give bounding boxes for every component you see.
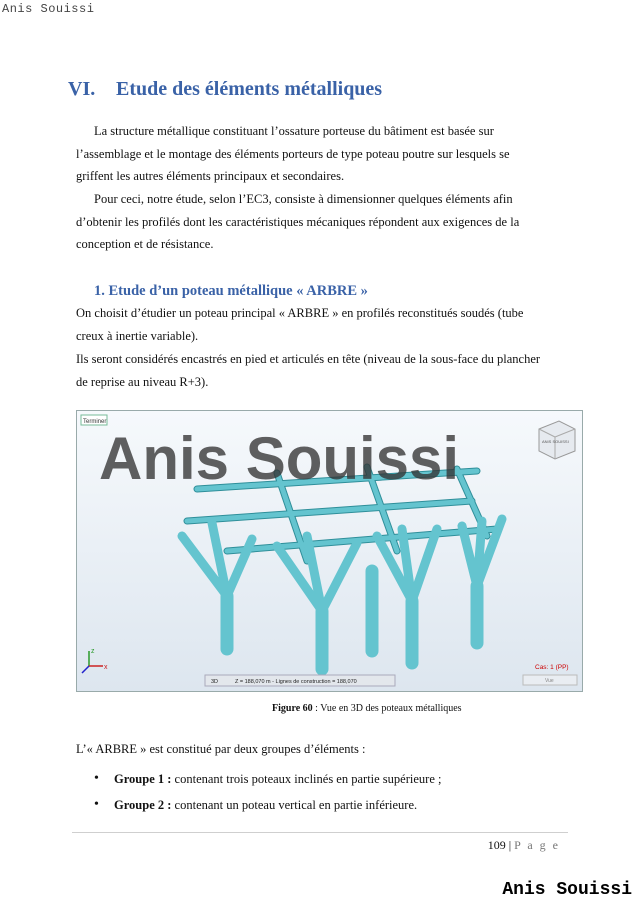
view-button-label[interactable]: Vue [545,678,554,684]
axis-z-label: z [91,648,95,655]
sub-paragraph-1: On choisit d’étudier un poteau principal « ARBRE » en profilés reconstitués soudés (tube creux à inertie variable). [76,306,524,343]
paragraph-1: La structure métallique constituant l’ossature porteuse du bâtiment est basée sur l’assemblage et le montage des éléments porteurs de type poteau poutre sur lesquels se griffent les autres éléments principaux et secondaires. [76,124,510,183]
list-item [94,766,441,792]
groups-list [94,766,441,818]
figure-caption [272,703,462,714]
page-number: 109 [487,838,506,852]
section-title: Etude des éléments métalliques [116,78,383,100]
watermark-top: Anis Souissi [2,2,95,16]
paragraph-2: Pour ceci, notre étude, selon l’EC3, consiste à dimensionner quelques éléments afin d’obtenir les profilés dont les caractéristiques mécaniques répondent aux exigences de la conception et de résistance. [76,192,520,251]
caption-text: Vue en 3D des poteaux métalliques [320,703,462,714]
caption-label: Figure 60 [272,703,313,714]
section-number: VI. [68,78,96,100]
bullet-text: contenant trois poteaux inclinés en partie supérieure ; [171,772,442,786]
list-item [94,792,441,818]
page-footer [488,838,560,853]
section-heading [68,78,382,101]
figure-watermark: Anis Souissi [99,425,460,492]
subsection-heading: 1. Etude d’un poteau métallique « ARBRE » [94,283,368,299]
watermark-bottom: Anis Souissi [502,880,632,900]
page-separator: | [505,838,515,852]
terminer-button-label[interactable]: Terminer [83,419,107,425]
bullet-label: Groupe 2 : [114,798,172,812]
view-cube-icon[interactable] [539,421,575,459]
page-word: P a g e [514,838,560,852]
status-mode: 3D [211,679,219,685]
caption-separator: : [312,703,321,714]
bullet-text: contenant un poteau vertical en partie inférieure. [171,798,418,812]
status-text: Z = 188,070 m - Lignes de construction = 188,070 [235,679,357,685]
axis-x-label: x [104,664,108,671]
bullet-label: Groupe 1 : [114,772,172,786]
figure-3d-view [76,410,583,692]
view-cube-label: ANIS SOUISSI [542,439,569,444]
case-label: Cas: 1 (PP) [535,664,569,671]
sub-paragraph-2: Ils seront considérés encastrés en pied et articulés en tête (niveau de la sous-face du plancher de reprise au niveau R+3). [76,352,541,389]
footer-divider [72,832,568,833]
list-intro: L’« ARBRE » est constitué par deux groupes d’éléments : [76,742,366,756]
